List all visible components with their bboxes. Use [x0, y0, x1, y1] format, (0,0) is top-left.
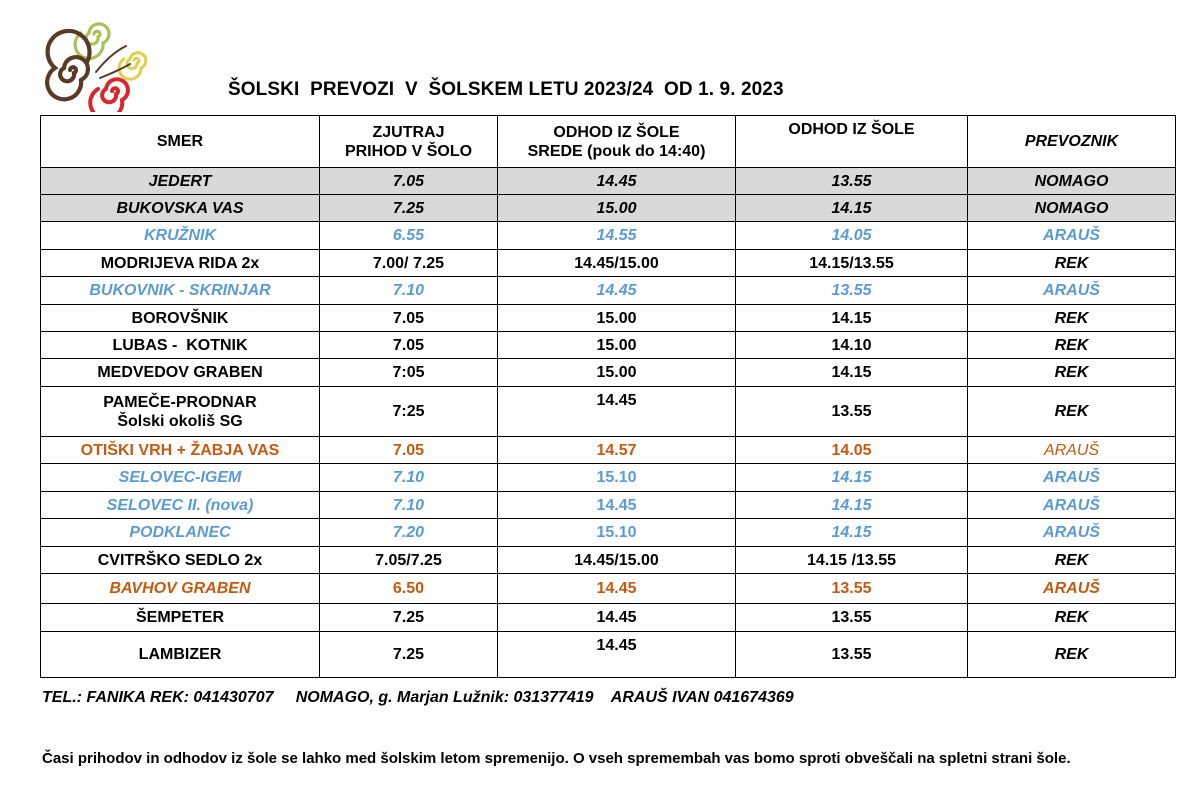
cell-zjutraj: 7.05/7.25 [320, 547, 498, 574]
cell-srede: 14.45 [498, 277, 736, 305]
cell-odhod: 14.15 [736, 492, 968, 519]
cell-smer: BOROVŠNIK [41, 305, 320, 332]
table-row [41, 574, 1176, 604]
cell-smer: MODRIJEVA RIDA 2x [41, 250, 320, 277]
table-row [41, 604, 1176, 632]
cell-odhod: 13.55 [736, 632, 968, 678]
cell-srede: 15.10 [498, 464, 736, 492]
cell-prevoznik: ARAUŠ [968, 222, 1176, 250]
cell-odhod: 14.15 [736, 305, 968, 332]
cell-smer: OTIŠKI VRH + ŽABJA VAS [41, 437, 320, 464]
cell-zjutraj: 7.20 [320, 519, 498, 547]
cell-prevoznik: REK [968, 387, 1176, 437]
cell-prevoznik: REK [968, 305, 1176, 332]
cell-odhod: 13.55 [736, 604, 968, 632]
table-row [41, 305, 1176, 332]
cell-smer: SELOVEC II. (nova) [41, 492, 320, 519]
cell-srede: 14.45/15.00 [498, 547, 736, 574]
cell-odhod: 14.15 /13.55 [736, 547, 968, 574]
cell-odhod: 14.15/13.55 [736, 250, 968, 277]
cell-smer: BUKOVNIK - SKRINJAR [41, 277, 320, 305]
cell-prevoznik: ARAUŠ [968, 519, 1176, 547]
cell-zjutraj: 7.05 [320, 437, 498, 464]
cell-smer: MEDVEDOV GRABEN [41, 359, 320, 387]
cell-smer: BUKOVSKA VAS [41, 195, 320, 222]
cell-zjutraj: 7:25 [320, 387, 498, 437]
header-prevoznik: PREVOZNIK [968, 116, 1176, 168]
cell-prevoznik: REK [968, 604, 1176, 632]
cell-zjutraj: 7.10 [320, 464, 498, 492]
cell-zjutraj: 7.05 [320, 168, 498, 195]
cell-zjutraj: 7.05 [320, 332, 498, 359]
cell-smer: LUBAS - KOTNIK [41, 332, 320, 359]
cell-prevoznik: REK [968, 332, 1176, 359]
table-row [41, 632, 1176, 678]
cell-smer: BAVHOV GRABEN [41, 574, 320, 604]
cell-prevoznik: ARAUŠ [968, 277, 1176, 305]
cell-zjutraj: 7.25 [320, 604, 498, 632]
table-row [41, 332, 1176, 359]
header-row [41, 116, 1176, 168]
cell-srede: 15.00 [498, 359, 736, 387]
cell-smer: SELOVEC-IGEM [41, 464, 320, 492]
cell-prevoznik: ARAUŠ [968, 492, 1176, 519]
cell-srede: 14.45 [498, 168, 736, 195]
cell-zjutraj: 7.10 [320, 492, 498, 519]
cell-smer: JEDERT [41, 168, 320, 195]
cell-srede: 14.45 [498, 574, 736, 604]
cell-srede: 14.45 [498, 604, 736, 632]
cell-zjutraj: 7.10 [320, 277, 498, 305]
table-row [41, 277, 1176, 305]
snail-spirals-logo [38, 12, 158, 112]
header-odhod: ODHOD IZ ŠOLE [736, 116, 968, 168]
cell-prevoznik: NOMAGO [968, 195, 1176, 222]
cell-smer: PAMEČE-PRODNAR Šolski okoliš SG [41, 387, 320, 437]
header-smer: SMER [41, 116, 320, 168]
table-row [41, 492, 1176, 519]
cell-srede: 14.55 [498, 222, 736, 250]
cell-odhod: 13.55 [736, 387, 968, 437]
cell-smer: PODKLANEC [41, 519, 320, 547]
table-row [41, 168, 1176, 195]
cell-odhod: 13.55 [736, 168, 968, 195]
cell-prevoznik: REK [968, 250, 1176, 277]
table-row [41, 519, 1176, 547]
cell-srede: 14.45 [498, 492, 736, 519]
cell-prevoznik: NOMAGO [968, 168, 1176, 195]
cell-srede: 15.10 [498, 519, 736, 547]
cell-odhod: 14.15 [736, 464, 968, 492]
table-row [41, 222, 1176, 250]
cell-odhod: 14.05 [736, 437, 968, 464]
cell-srede: 15.00 [498, 332, 736, 359]
cell-smer: ŠEMPETER [41, 604, 320, 632]
table-row [41, 387, 1176, 437]
cell-odhod: 13.55 [736, 574, 968, 604]
contact-line: TEL.: FANIKA REK: 041430707 NOMAGO, g. Marjan Lužnik: 031377419 ARAUŠ IVAN 041674369 [42, 689, 794, 706]
table-row [41, 464, 1176, 492]
cell-prevoznik: REK [968, 632, 1176, 678]
cell-smer: CVITRŠKO SEDLO 2x [41, 547, 320, 574]
cell-odhod: 14.15 [736, 359, 968, 387]
table-row [41, 437, 1176, 464]
cell-srede: 15.00 [498, 195, 736, 222]
cell-zjutraj: 6.55 [320, 222, 498, 250]
cell-srede: 14.45/15.00 [498, 250, 736, 277]
cell-zjutraj: 7.25 [320, 195, 498, 222]
cell-prevoznik: ARAUŠ [968, 437, 1176, 464]
header-zjutraj: ZJUTRAJ PRIHOD V ŠOLO [320, 116, 498, 168]
cell-odhod: 14.10 [736, 332, 968, 359]
cell-odhod: 13.55 [736, 277, 968, 305]
cell-odhod: 14.15 [736, 519, 968, 547]
table-row [41, 547, 1176, 574]
cell-zjutraj: 7.05 [320, 305, 498, 332]
cell-prevoznik: REK [968, 547, 1176, 574]
cell-zjutraj: 6.50 [320, 574, 498, 604]
cell-smer: KRUŽNIK [41, 222, 320, 250]
header-srede: ODHOD IZ ŠOLE SREDE (pouk do 14:40) [498, 116, 736, 168]
page-title: ŠOLSKI PREVOZI V ŠOLSKEM LETU 2023/24 OD 1. 9. 2023 [228, 79, 784, 100]
schedule-table [40, 115, 1176, 678]
table-row [41, 359, 1176, 387]
cell-srede: 15.00 [498, 305, 736, 332]
cell-odhod: 14.15 [736, 195, 968, 222]
cell-srede: 14.45 [498, 387, 736, 437]
table-row [41, 250, 1176, 277]
cell-srede: 14.45 [498, 632, 736, 678]
footer-note: Časi prihodov in odhodov iz šole se lahko med šolskim letom spremenijo. O vseh spremembah vas bomo sproti obveščali na spletni strani šole. [42, 750, 1071, 767]
table-row [41, 195, 1176, 222]
cell-smer: LAMBIZER [41, 632, 320, 678]
cell-zjutraj: 7.00/ 7.25 [320, 250, 498, 277]
cell-odhod: 14.05 [736, 222, 968, 250]
cell-srede: 14.57 [498, 437, 736, 464]
cell-prevoznik: ARAUŠ [968, 464, 1176, 492]
cell-prevoznik: REK [968, 359, 1176, 387]
cell-prevoznik: ARAUŠ [968, 574, 1176, 604]
cell-zjutraj: 7.25 [320, 632, 498, 678]
cell-zjutraj: 7:05 [320, 359, 498, 387]
